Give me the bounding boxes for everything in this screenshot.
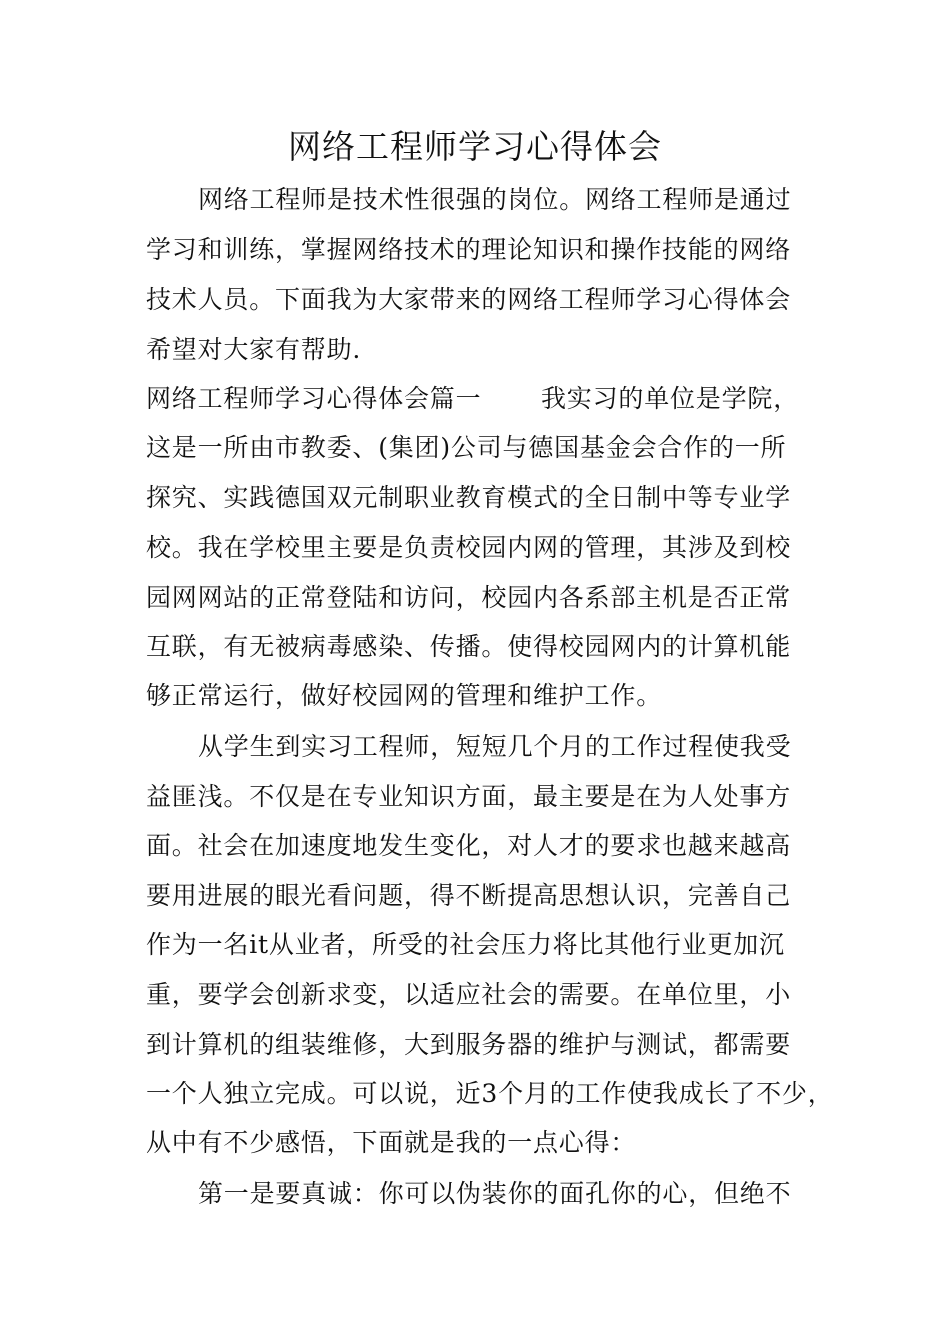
body-line: 一个人独立完成。可以说，近3个月的工作使我成长了不少， bbox=[146, 1079, 834, 1108]
body-line: 要用进展的眼光看问题，得不断提高思想认识，完善自己 bbox=[146, 881, 792, 910]
document-title: 网络工程师学习心得体会 bbox=[288, 127, 662, 166]
intro-line: 网络工程师是技术性很强的岗位。网络工程师是通过 bbox=[198, 185, 792, 214]
section-heading: 网络工程师学习心得体会篇一 bbox=[146, 384, 482, 413]
body-line: 探究、实践德国双元制职业教育模式的全日制中等专业学 bbox=[146, 483, 792, 512]
body-line: 作为一名it从业者，所受的社会压力将比其他行业更加沉 bbox=[146, 930, 785, 959]
section-heading-tail: 我实习的单位是学院， bbox=[541, 384, 800, 413]
body-line: 到计算机的组装维修，大到服务器的维护与测试，都需要 bbox=[146, 1030, 792, 1059]
body-line: 园网网站的正常登陆和访问，校园内各系部主机是否正常 bbox=[146, 583, 792, 612]
intro-line: 希望对大家有帮助. bbox=[146, 335, 362, 364]
intro-line: 学习和训练，掌握网络技术的理论知识和操作技能的网络 bbox=[146, 235, 792, 264]
body-line: 面。社会在加速度地发生变化，对人才的要求也越来越高 bbox=[146, 831, 792, 860]
body-line: 第一是要真诚：你可以伪装你的面孔你的心，但绝不 bbox=[198, 1179, 792, 1208]
intro-line: 技术人员。下面我为大家带来的网络工程师学习心得体会 bbox=[146, 285, 792, 314]
body-line: 重，要学会创新求变，以适应社会的需要。在单位里，小 bbox=[146, 980, 792, 1009]
body-line: 从学生到实习工程师，短短几个月的工作过程使我受 bbox=[198, 732, 792, 761]
body-line: 从中有不少感悟，下面就是我的一点心得： bbox=[146, 1128, 637, 1157]
body-line: 校。我在学校里主要是负责校园内网的管理，其涉及到校 bbox=[146, 533, 792, 562]
body-line: 互联，有无被病毒感染、传播。使得校园网内的计算机能 bbox=[146, 632, 792, 661]
body-line: 够正常运行，做好校园网的管理和维护工作。 bbox=[146, 681, 663, 710]
body-line: 益匪浅。不仅是在专业知识方面，最主要是在为人处事方 bbox=[146, 782, 792, 811]
body-line: 这是一所由市教委、(集团)公司与德国基金会合作的一所 bbox=[146, 433, 787, 462]
